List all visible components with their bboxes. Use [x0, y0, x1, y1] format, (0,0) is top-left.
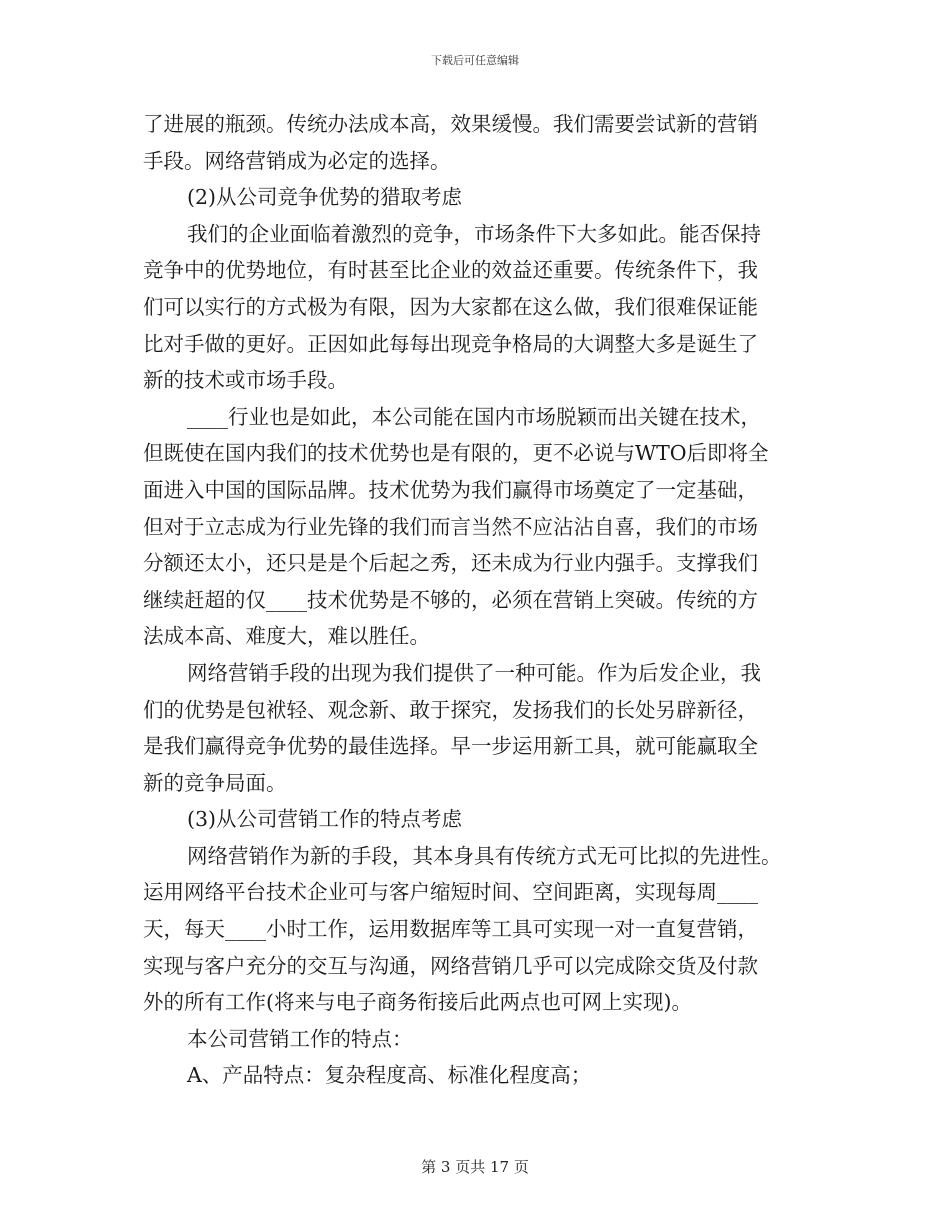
document-body	[143, 106, 823, 1094]
text-line: 本公司营销工作的特点：	[187, 1026, 413, 1051]
text-line: 外的所有工作(将来与电子商务衔接后此两点也可网上实现)。	[143, 990, 692, 1015]
text-line: 分额还太小，还只是是个后起之秀，还未成为行业内强手。支撑我们	[143, 551, 758, 576]
text-line: 运用网络平台技术企业可与客户缩短时间、空间距离，实现每周____	[143, 880, 758, 905]
text-line: 们的优势是包袱轻、观念新、敢于探究，发扬我们的长处另辟新径，	[143, 697, 758, 722]
text-line: 网络营销作为新的手段，其本身具有传统方式无可比拟的先进性。	[187, 843, 782, 868]
text-line: A、产品特点：复杂程度高、标准化程度高；	[187, 1063, 592, 1088]
text-line: (3)从公司营销工作的特点考虑	[187, 807, 463, 832]
page-footer: 第 3 页共 17 页	[421, 1158, 529, 1176]
text-line: 但既使在国内我们的技术优势也是有限的，更不必说与WTO后即将全	[143, 441, 769, 466]
text-line: 手段。网络营销成为必定的选择。	[143, 148, 451, 173]
page-header: 下载后可任意编辑	[431, 54, 519, 67]
text-line: 是我们赢得竞争优势的最佳选择。早一步运用新工具，就可能赢取全	[143, 734, 758, 759]
text-line: (2)从公司竞争优势的猎取考虑	[187, 185, 463, 210]
text-line: 但对于立志成为行业先锋的我们而言当然不应沾沾自喜，我们的市场	[143, 514, 758, 539]
text-line: 比对手做的更好。正因如此每每出现竞争格局的大调整大多是诞生了	[143, 331, 758, 356]
text-line: 面进入中国的国际品牌。技术优势为我们赢得市场奠定了一定基础，	[143, 477, 758, 502]
text-line: ____行业也是如此，本公司能在国内市场脱颖而出关键在技术，	[187, 404, 761, 429]
text-line: 我们的企业面临着激烈的竞争，市场条件下大多如此。能否保持	[187, 221, 761, 246]
text-line: 了进展的瓶颈。传统办法成本高，效果缓慢。我们需要尝试新的营销	[143, 112, 758, 136]
text-line: 法成本高、难度大，难以胜任。	[143, 624, 430, 649]
text-line: 们可以实行的方式极为有限，因为大家都在这么做，我们很难保证能	[143, 294, 758, 319]
text-line: 新的技术或市场手段。	[143, 368, 348, 393]
text-line: 新的竞争局面。	[143, 770, 287, 795]
text-line: 天，每天____小时工作，运用数据库等工具可实现一对一直复营销，	[143, 917, 758, 942]
text-line: 网络营销手段的出现为我们提供了一种可能。作为后发企业，我	[187, 660, 761, 685]
text-line: 竞争中的优势地位，有时甚至比企业的效益还重要。传统条件下，我	[143, 258, 758, 283]
text-line: 继续赶超的仅____技术优势是不够的，必须在营销上突破。传统的方	[143, 587, 758, 612]
text-line: 实现与客户充分的交互与沟通，网络营销几乎可以完成除交货及付款	[143, 953, 758, 978]
